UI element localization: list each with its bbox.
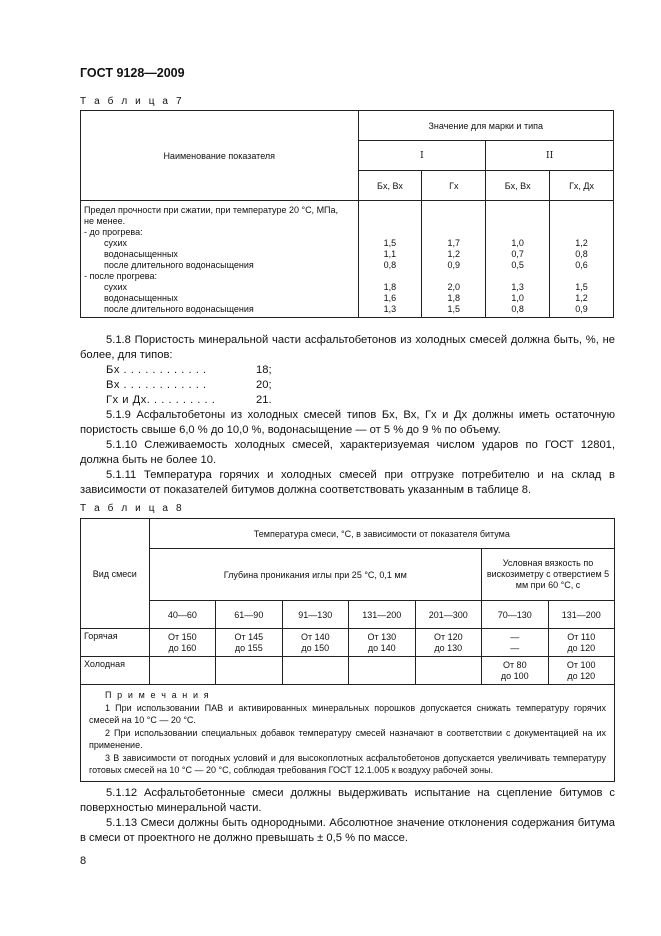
document-header: ГОСТ 9128—2009	[80, 66, 185, 80]
paragraph-5-1-9: 5.1.9 Асфальтобетоны из холодных смесей типов Бх, Вх, Гх и Дх должны иметь остаточную пористость свыше 6,0 % до 10,0 %, водонасыщение — от 5 % до 9 % по объему.	[80, 409, 615, 436]
cell: От 80 до 100	[482, 657, 548, 685]
table7-col-value: Значение для марки и типа	[358, 111, 614, 141]
cell	[149, 657, 215, 685]
table7-subhead: Гх	[422, 171, 486, 201]
cell: От 130 до 140	[349, 629, 415, 657]
cell: От 140 до 150	[282, 629, 348, 657]
table7-grade-1: I	[358, 141, 486, 171]
value: 1,7	[447, 238, 461, 248]
value: 0,9	[447, 260, 461, 270]
range-header: 131—200	[349, 601, 415, 629]
paragraph-5-1-11: 5.1.11 Температура горячих и холодных смесей при отгрузке потребителю и на склад в зависимости от показателей битумов должна соответствовать указанным в таблице 8.	[80, 469, 615, 496]
value: 1,5	[383, 238, 397, 248]
value: 0,7	[511, 249, 524, 259]
row-label: водонасыщенных	[104, 293, 178, 303]
value: 0,9	[575, 304, 588, 314]
type-item: Гх и Дх. . . . . . . . . . 21.	[106, 394, 272, 406]
cell: — —	[482, 629, 548, 657]
table7	[80, 110, 614, 318]
table7-subhead: Бх, Вх	[358, 171, 422, 201]
table8-col-visc: Условная вязкость по вискозиметру с отверстием 5 мм при 60 °С, с	[482, 549, 615, 601]
table7-subhead: Гх, Дх	[550, 171, 614, 201]
value: 1,3	[511, 282, 524, 292]
note-item: 1 При использовании ПАВ и активированных минеральных порошков допускается снижать температуру горячих смесей на 10 °С — 20 °С.	[89, 702, 606, 725]
cell: От 100 до 120	[548, 657, 615, 685]
range-header: 91—130	[282, 601, 348, 629]
value: 1,2	[575, 238, 588, 248]
row-label: после длительного водонасыщения	[104, 260, 254, 270]
table7-values-col4	[550, 201, 614, 318]
range-header: 131—200	[548, 601, 615, 629]
value: 1,3	[383, 304, 397, 314]
value: 1,0	[511, 293, 524, 303]
value: 1,5	[447, 304, 461, 314]
value: 2,0	[447, 282, 461, 292]
range-header: 70—130	[482, 601, 548, 629]
type-item: Вх . . . . . . . . . . . . 20;	[106, 379, 272, 391]
value: 1,0	[511, 238, 524, 248]
table7-values-col1	[358, 201, 422, 318]
value: 1,2	[575, 293, 588, 303]
table7-col-name: Наименование показателя	[81, 111, 359, 201]
types-list	[106, 363, 406, 408]
value: 1,8	[383, 282, 397, 292]
row-label: водонасыщенных	[104, 249, 178, 259]
cell	[415, 657, 481, 685]
table8-caption: Т а б л и ц а 8	[80, 503, 185, 514]
table7-grade-2: II	[486, 141, 614, 171]
table8-col-temp: Температура смеси, °С, в зависимости от показателя битума	[149, 519, 614, 549]
value: 0,8	[511, 304, 524, 314]
range-header: 201—300	[415, 601, 481, 629]
row-label: после длительного водонасыщения	[104, 304, 254, 314]
table8	[80, 518, 615, 782]
range-header: 40—60	[149, 601, 215, 629]
row-label: сухих	[104, 238, 128, 248]
row-name: Горячая	[81, 629, 150, 657]
table-row	[81, 629, 615, 657]
paragraph-5-1-12: 5.1.12 Асфальтобетонные смеси должны выдерживать испытание на сцепление битумов с поверхностью минеральной части.	[80, 787, 615, 814]
value: 0,5	[511, 260, 524, 270]
value: 0,8	[575, 249, 588, 259]
note-item: 2 При использовании специальных добавок температуру смесей назначают в соответствии с документацией на их применение.	[89, 727, 606, 750]
table7-subhead: Бх, Вх	[486, 171, 550, 201]
cell: От 145 до 155	[216, 629, 282, 657]
cell: От 150 до 160	[149, 629, 215, 657]
page-number: 8	[80, 855, 87, 867]
paragraph-5-1-8: 5.1.8 Пористость минеральной части асфальтобетонов из холодных смесей должна быть, %, не более, для типов:	[80, 334, 615, 361]
table7-values-col3	[486, 201, 550, 318]
table7-caption: Т а б л и ц а 7	[80, 96, 185, 107]
paragraph-5-1-10: 5.1.10 Слеживаемость холодных смесей, характеризуемая числом ударов по ГОСТ 12801, должна быть не более 10.	[80, 439, 615, 466]
table8-col-pen: Глубина проникания иглы при 25 °С, 0,1 мм	[149, 549, 481, 601]
row-label: Предел прочности при сжатии, при температуре 20 °С, МПа,	[84, 205, 339, 215]
table7-values-col2	[422, 201, 486, 318]
table7-row-labels	[81, 201, 359, 318]
value: 1,8	[447, 293, 461, 303]
cell	[282, 657, 348, 685]
cell	[349, 657, 415, 685]
range-header: 61—90	[216, 601, 282, 629]
table8-notes	[81, 685, 615, 782]
cell: От 110 до 120	[548, 629, 615, 657]
row-label: не менее.	[84, 216, 126, 226]
table-row	[81, 657, 615, 685]
value: 1,2	[447, 249, 461, 259]
cell: От 120 до 130	[415, 629, 481, 657]
cell	[216, 657, 282, 685]
table8-col-kind: Вид смеси	[81, 519, 150, 629]
value: 0,8	[383, 260, 397, 270]
row-name: Холодная	[81, 657, 150, 685]
row-label: сухих	[104, 282, 128, 292]
paragraph-5-1-13: 5.1.13 Смеси должны быть однородными. Абсолютное значение отклонения содержания битума в смеси от проектного не должно превышать ± 0,5 % по массе.	[80, 817, 615, 844]
note-item: 3 В зависимости от погодных условий и для высокоплотных асфальтобетонов допускается увеличивать температуру готовых смесей на 10 °С — 20 °С, соблюдая требования ГОСТ 12.1.005 к воздуху рабочей зоны.	[89, 752, 606, 775]
value: 1,5	[575, 282, 588, 292]
notes-title: П р и м е ч а н и я	[105, 690, 211, 700]
row-label: - после прогрева:	[84, 271, 157, 281]
row-label: - до прогрева:	[84, 227, 143, 237]
type-item: Бх . . . . . . . . . . . . 18;	[106, 364, 272, 376]
value: 1,1	[383, 249, 397, 259]
value: 1,6	[383, 293, 397, 303]
value: 0,6	[575, 260, 588, 270]
